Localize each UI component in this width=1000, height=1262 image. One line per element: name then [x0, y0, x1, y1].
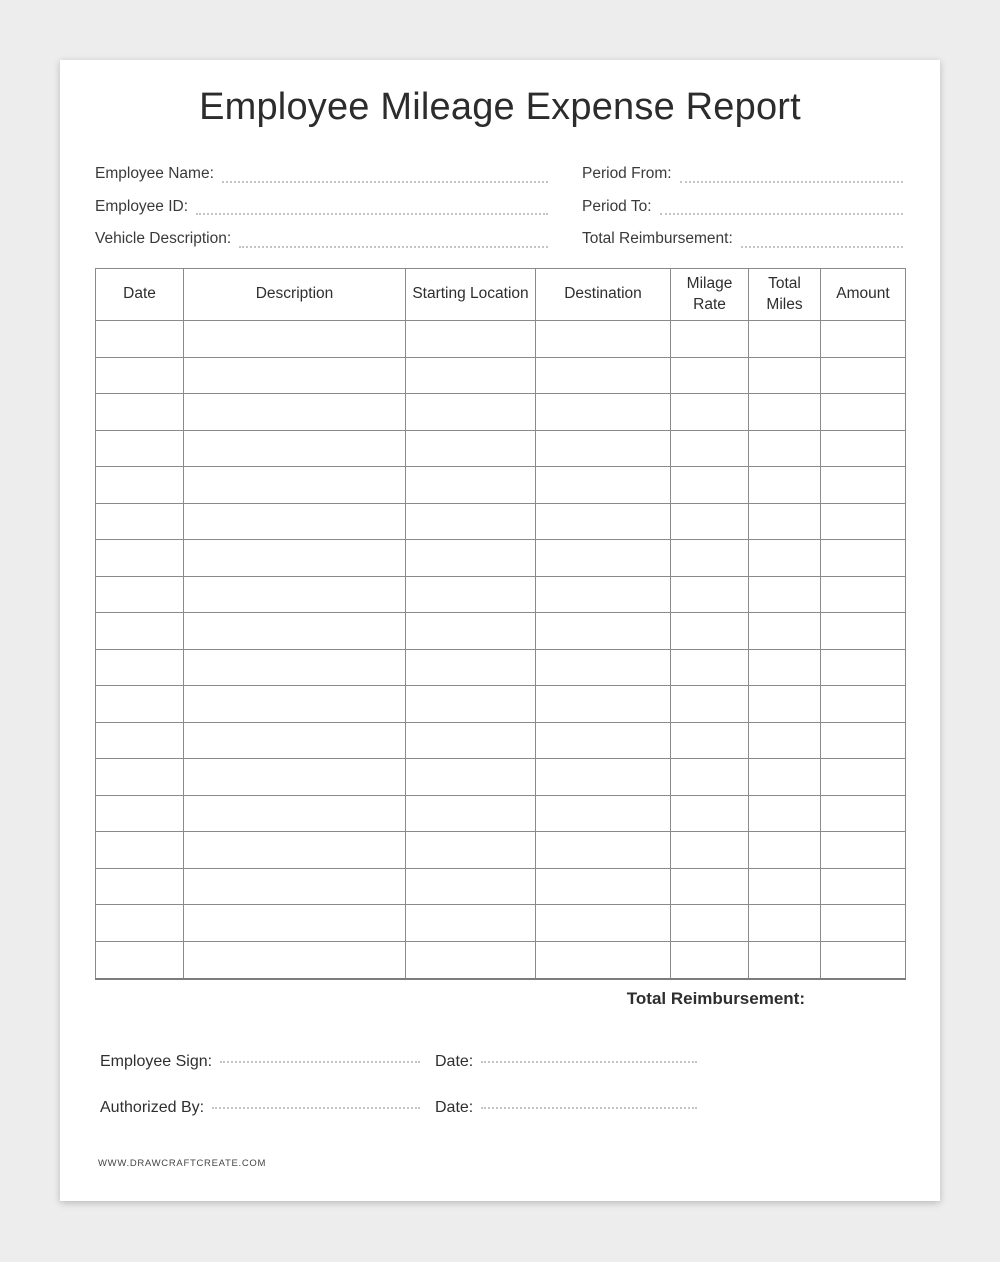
table-cell[interactable] — [96, 722, 184, 759]
table-cell[interactable] — [184, 394, 406, 431]
table-cell[interactable] — [406, 467, 536, 504]
table-cell[interactable] — [184, 503, 406, 540]
employee-signature-row — [100, 1045, 697, 1078]
table-cell[interactable] — [821, 759, 906, 796]
table-cell[interactable] — [406, 832, 536, 869]
table-cell[interactable] — [184, 905, 406, 942]
table-row — [96, 832, 906, 869]
table-cell[interactable] — [821, 649, 906, 686]
table-cell[interactable] — [96, 905, 184, 942]
table-cell[interactable] — [536, 686, 671, 723]
total-reimbursement-summary-label: Total Reimbursement: — [626, 989, 805, 1008]
table-cell[interactable] — [406, 795, 536, 832]
table-cell[interactable] — [749, 832, 821, 869]
authorized-by-label: Authorized By: — [100, 1098, 205, 1116]
authorized-by-date-input-line[interactable] — [481, 1107, 697, 1109]
table-cell[interactable] — [671, 941, 749, 979]
table-cell[interactable] — [749, 467, 821, 504]
employee-sign-label: Employee Sign: — [100, 1052, 213, 1070]
vehicle-description-field-row — [95, 223, 548, 256]
table-cell[interactable] — [536, 321, 671, 358]
period-from-label: Period From: — [582, 165, 672, 183]
table-cell[interactable] — [184, 321, 406, 358]
authorized-by-date-label: Date: — [435, 1098, 474, 1116]
employee-id-field-row — [95, 191, 548, 224]
header-fields-left-column — [95, 158, 548, 256]
table-cell[interactable] — [821, 905, 906, 942]
table-cell[interactable] — [184, 467, 406, 504]
table-cell[interactable] — [749, 503, 821, 540]
table-cell[interactable] — [821, 832, 906, 869]
table-row — [96, 686, 906, 723]
table-cell[interactable] — [536, 394, 671, 431]
table-row — [96, 795, 906, 832]
column-header-total-miles: Total Miles — [749, 269, 821, 321]
table-cell[interactable] — [671, 868, 749, 905]
table-cell[interactable] — [406, 759, 536, 796]
table-header-row — [96, 269, 906, 321]
table-cell[interactable] — [536, 613, 671, 650]
table-cell[interactable] — [406, 321, 536, 358]
table-cell[interactable] — [749, 759, 821, 796]
table-cell[interactable] — [184, 430, 406, 467]
table-cell[interactable] — [671, 649, 749, 686]
table-cell[interactable] — [184, 759, 406, 796]
period-from-input-line[interactable] — [680, 181, 903, 183]
column-header-date: Date — [96, 269, 184, 321]
table-cell[interactable] — [671, 503, 749, 540]
table-cell[interactable] — [536, 868, 671, 905]
table-cell[interactable] — [96, 357, 184, 394]
header-fields-right-column — [582, 158, 903, 256]
total-reimbursement-field-row — [582, 223, 903, 256]
authorized-by-row — [100, 1091, 697, 1124]
table-row — [96, 503, 906, 540]
table-cell[interactable] — [406, 941, 536, 979]
table-row — [96, 576, 906, 613]
table-cell[interactable] — [536, 941, 671, 979]
table-cell[interactable] — [536, 759, 671, 796]
period-to-field-row — [582, 191, 903, 224]
table-cell[interactable] — [184, 649, 406, 686]
table-cell[interactable] — [821, 941, 906, 979]
table-cell[interactable] — [749, 686, 821, 723]
table-row — [96, 613, 906, 650]
employee-sign-date-label: Date: — [435, 1052, 474, 1070]
column-header-description: Description — [184, 269, 406, 321]
table-cell[interactable] — [96, 503, 184, 540]
vehicle-description-label: Vehicle Description: — [95, 230, 232, 248]
employee-id-input-line[interactable] — [196, 213, 548, 215]
table-cell[interactable] — [749, 795, 821, 832]
table-cell[interactable] — [671, 686, 749, 723]
table-cell[interactable] — [749, 357, 821, 394]
employee-sign-date-group — [435, 1053, 697, 1071]
total-reimbursement-summary — [627, 989, 805, 1009]
table-cell[interactable] — [184, 576, 406, 613]
table-cell[interactable] — [536, 467, 671, 504]
authorized-by-input-line[interactable] — [212, 1107, 420, 1109]
table-cell[interactable] — [671, 540, 749, 577]
table-cell[interactable] — [536, 722, 671, 759]
table-row — [96, 649, 906, 686]
table-cell[interactable] — [406, 613, 536, 650]
table-cell[interactable] — [406, 905, 536, 942]
table-cell[interactable] — [671, 321, 749, 358]
table-cell[interactable] — [184, 357, 406, 394]
table-cell[interactable] — [184, 722, 406, 759]
table-cell[interactable] — [821, 722, 906, 759]
table-cell[interactable] — [821, 686, 906, 723]
table-cell[interactable] — [184, 832, 406, 869]
table-cell[interactable] — [749, 613, 821, 650]
page-title: Employee Mileage Expense Report — [199, 86, 801, 128]
employee-sign-input-line[interactable] — [220, 1061, 420, 1063]
table-cell[interactable] — [671, 430, 749, 467]
employee-id-label: Employee ID: — [95, 197, 189, 215]
employee-name-field-row — [95, 158, 548, 191]
table-cell[interactable] — [821, 613, 906, 650]
employee-sign-group — [100, 1053, 420, 1071]
website-footer: WWW.DRAWCRAFTCREATE.COM — [98, 1158, 267, 1169]
table-cell[interactable] — [821, 321, 906, 358]
table-cell[interactable] — [96, 394, 184, 431]
table-cell[interactable] — [749, 941, 821, 979]
employee-sign-date-input-line[interactable] — [481, 1061, 697, 1063]
table-cell[interactable] — [821, 357, 906, 394]
table-cell[interactable] — [406, 576, 536, 613]
authorized-by-group — [100, 1099, 420, 1117]
table-cell[interactable] — [821, 430, 906, 467]
table-cell[interactable] — [96, 321, 184, 358]
vehicle-description-input-line[interactable] — [239, 246, 548, 248]
table-cell[interactable] — [821, 467, 906, 504]
table-cell[interactable] — [536, 540, 671, 577]
table-cell[interactable] — [671, 394, 749, 431]
header-fields — [95, 158, 903, 256]
period-to-label: Period To: — [582, 197, 652, 215]
table-cell[interactable] — [821, 868, 906, 905]
table-cell[interactable] — [671, 357, 749, 394]
authorized-by-date-group — [435, 1099, 697, 1117]
table-row — [96, 357, 906, 394]
table-cell[interactable] — [96, 576, 184, 613]
table-cell[interactable] — [96, 613, 184, 650]
table-cell[interactable] — [749, 321, 821, 358]
table-cell[interactable] — [749, 722, 821, 759]
employee-name-input-line[interactable] — [222, 181, 548, 183]
table-cell[interactable] — [671, 832, 749, 869]
period-from-field-row — [582, 158, 903, 191]
column-header-destination: Destination — [536, 269, 671, 321]
table-cell[interactable] — [671, 759, 749, 796]
table-cell[interactable] — [536, 576, 671, 613]
table-cell[interactable] — [96, 649, 184, 686]
table-cell[interactable] — [749, 905, 821, 942]
mileage-table — [95, 268, 906, 980]
table-cell[interactable] — [821, 394, 906, 431]
table-cell[interactable] — [671, 467, 749, 504]
table-cell[interactable] — [821, 795, 906, 832]
table-row — [96, 905, 906, 942]
table-cell[interactable] — [671, 722, 749, 759]
table-cell[interactable] — [96, 467, 184, 504]
table-cell[interactable] — [406, 722, 536, 759]
table-row — [96, 759, 906, 796]
table-cell[interactable] — [821, 576, 906, 613]
table-cell[interactable] — [406, 503, 536, 540]
table-row — [96, 394, 906, 431]
table-cell[interactable] — [406, 357, 536, 394]
table-cell[interactable] — [406, 868, 536, 905]
table-cell[interactable] — [536, 503, 671, 540]
table-cell[interactable] — [536, 905, 671, 942]
table-cell[interactable] — [749, 394, 821, 431]
column-header-milage-rate: Milage Rate — [671, 269, 749, 321]
table-cell[interactable] — [184, 540, 406, 577]
table-cell[interactable] — [821, 503, 906, 540]
table-cell[interactable] — [184, 686, 406, 723]
table-cell[interactable] — [406, 430, 536, 467]
table-cell[interactable] — [96, 430, 184, 467]
table-cell[interactable] — [96, 868, 184, 905]
table-cell[interactable] — [96, 795, 184, 832]
total-reimbursement-input-line[interactable] — [741, 246, 903, 248]
table-cell[interactable] — [749, 540, 821, 577]
total-reimbursement-label: Total Reimbursement: — [582, 230, 733, 248]
table-row — [96, 540, 906, 577]
table-cell[interactable] — [536, 357, 671, 394]
table-cell[interactable] — [671, 795, 749, 832]
table-cell[interactable] — [536, 795, 671, 832]
table-row — [96, 430, 906, 467]
table-cell[interactable] — [671, 576, 749, 613]
table-cell[interactable] — [96, 540, 184, 577]
table-cell[interactable] — [96, 686, 184, 723]
table-cell[interactable] — [406, 394, 536, 431]
table-cell[interactable] — [749, 430, 821, 467]
table-cell[interactable] — [96, 941, 184, 979]
table-row — [96, 467, 906, 504]
table-cell[interactable] — [406, 686, 536, 723]
period-to-input-line[interactable] — [660, 213, 903, 215]
report-page — [60, 60, 940, 1201]
column-header-starting-location: Starting Location — [406, 269, 536, 321]
table-cell[interactable] — [96, 832, 184, 869]
table-row — [96, 941, 906, 979]
table-cell[interactable] — [749, 576, 821, 613]
table-cell[interactable] — [96, 759, 184, 796]
table-cell[interactable] — [821, 540, 906, 577]
table-row — [96, 868, 906, 905]
table-cell[interactable] — [536, 832, 671, 869]
table-cell[interactable] — [184, 868, 406, 905]
table-cell[interactable] — [749, 868, 821, 905]
table-cell[interactable] — [184, 795, 406, 832]
column-header-amount: Amount — [821, 269, 906, 321]
table-cell[interactable] — [671, 905, 749, 942]
table-cell[interactable] — [536, 430, 671, 467]
table-cell[interactable] — [406, 540, 536, 577]
table-cell[interactable] — [184, 613, 406, 650]
table-cell[interactable] — [671, 613, 749, 650]
employee-name-label: Employee Name: — [95, 165, 214, 183]
table-row — [96, 321, 906, 358]
table-cell[interactable] — [406, 649, 536, 686]
table-cell[interactable] — [536, 649, 671, 686]
table-row — [96, 722, 906, 759]
mileage-table-body — [96, 321, 906, 980]
table-cell[interactable] — [749, 649, 821, 686]
table-cell[interactable] — [184, 941, 406, 979]
